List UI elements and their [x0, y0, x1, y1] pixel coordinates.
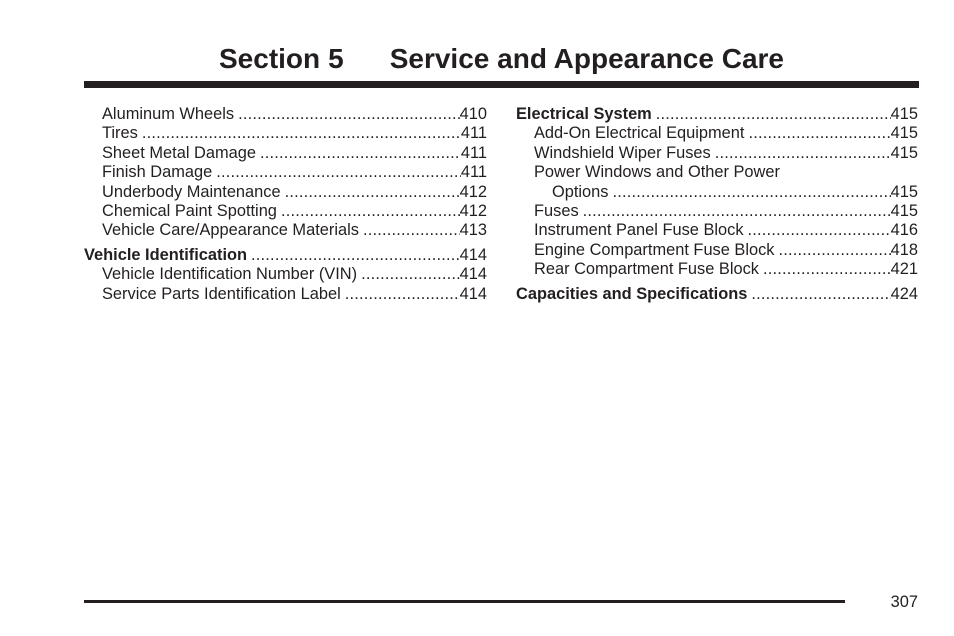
- header-rule: [84, 81, 919, 88]
- toc-entry-tires[interactable]: Tires ..... 411: [84, 124, 487, 143]
- toc-entry-rear-compartment-fuse-block[interactable]: Rear Compartment Fuse Block ..... 421: [516, 260, 918, 279]
- toc-entry-underbody-maintenance[interactable]: Underbody Maintenance ..... 412: [84, 183, 487, 202]
- toc-entry-chemical-paint-spotting[interactable]: Chemical Paint Spotting ..... 412: [84, 202, 487, 221]
- toc-right-column: [516, 105, 918, 304]
- toc-entry-fuses[interactable]: Fuses ..... 415: [516, 202, 918, 221]
- toc-entry-instrument-panel-fuse-block[interactable]: Instrument Panel Fuse Block ..... 416: [516, 221, 918, 240]
- toc-entry-engine-compartment-fuse-block[interactable]: Engine Compartment Fuse Block ..... 418: [516, 241, 918, 260]
- toc-entry-power-windows-line2[interactable]: Options ..... 415: [516, 183, 918, 202]
- toc-entry-add-on-electrical[interactable]: Add-On Electrical Equipment ..... 415: [516, 124, 918, 143]
- toc-entry-power-windows-line1[interactable]: Power Windows and Other Power: [534, 163, 780, 182]
- toc-entry-vin[interactable]: Vehicle Identification Number (VIN) ..... 414: [84, 265, 487, 284]
- section-header: [84, 41, 919, 77]
- footer-rule: [84, 600, 845, 603]
- page-number: 307: [890, 593, 918, 611]
- toc-entry-aluminum-wheels[interactable]: Aluminum Wheels ..... 410: [84, 105, 487, 124]
- section-label: Section 5: [219, 43, 344, 74]
- toc-section-vehicle-identification[interactable]: Vehicle Identification ..... 414: [84, 246, 487, 265]
- toc-entry-finish-damage[interactable]: Finish Damage ..... 411: [84, 163, 487, 182]
- toc-left-column: [84, 105, 487, 304]
- toc-section-electrical-system[interactable]: Electrical System ..... 415: [516, 105, 918, 124]
- section-number: 5: [328, 43, 344, 74]
- toc-entry-service-parts-label[interactable]: Service Parts Identification Label ..... 414: [84, 285, 487, 304]
- toc-entry-windshield-wiper-fuses[interactable]: Windshield Wiper Fuses ..... 415: [516, 144, 918, 163]
- toc-entry-sheet-metal-damage[interactable]: Sheet Metal Damage ..... 411: [84, 144, 487, 163]
- toc-entry-vehicle-care-materials[interactable]: Vehicle Care/Appearance Materials ..... 413: [84, 221, 487, 240]
- toc-section-capacities-specifications[interactable]: Capacities and Specifications ..... 424: [516, 285, 918, 304]
- section-title: Service and Appearance Care: [389, 43, 784, 74]
